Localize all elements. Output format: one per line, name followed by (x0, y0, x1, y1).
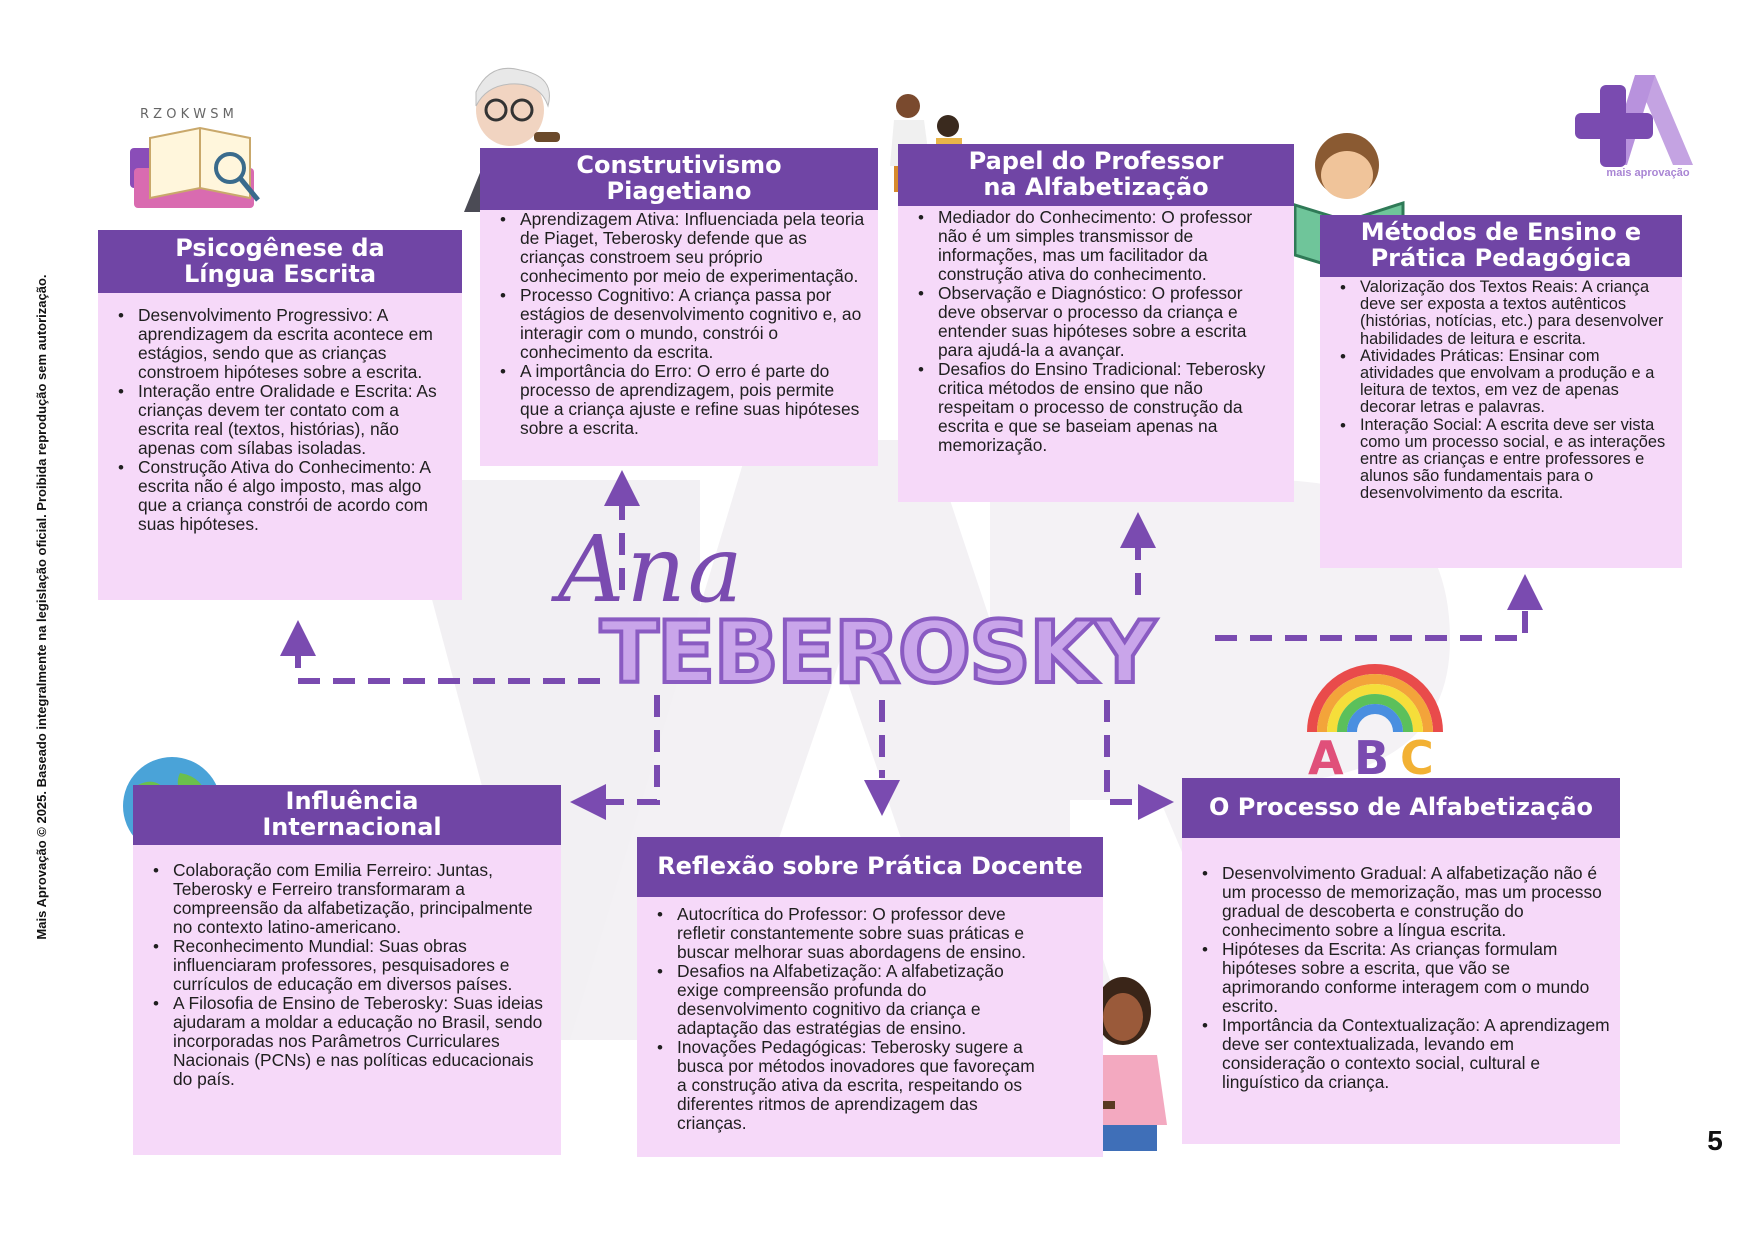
card-header (98, 230, 462, 293)
card-title-line: Prática Pedagógica (1370, 244, 1632, 272)
card-header (1182, 778, 1620, 838)
list-item: • Importância da Contextualização: A aprendizagem deve ser contextualizada, levando em consideração o contexto social, cultural e linguístico da criança. (1198, 1016, 1610, 1092)
card-header (480, 148, 878, 210)
list-item: • Mediador do Conhecimento: O professor não é um simples transmissor de informações, mas um facilitador da construção ativa do conhecimento. (914, 208, 1284, 284)
card-influencia (133, 785, 561, 1155)
card-list (496, 210, 868, 438)
card-processo (1182, 778, 1620, 1144)
card-title-line: Construtivismo (576, 151, 782, 180)
card-header (898, 144, 1294, 206)
list-item: • Construção Ativa do Conhecimento: A escrita não é algo imposto, mas algo que a criança constrói de acordo com suas hipóteses. (114, 458, 452, 534)
card-metodos (1320, 215, 1682, 568)
list-item: • Observação e Diagnóstico: O professor deve observar o processo da criança e entender suas hipóteses sobre a escrita para ajudá-la a avançar. (914, 284, 1284, 360)
list-item: • Processo Cognitivo: A criança passa por estágios de desenvolvimento cognitivo e, ao interagir com o mundo, constrói o conhecimento da escrita. (496, 286, 868, 362)
card-list (149, 861, 551, 1089)
card-title-line: na Alfabetização (983, 173, 1209, 201)
list-item: • Desafios na Alfabetização: A alfabetização exige compreensão profunda do desenvolvimento cognitivo da criança e adaptação das estratégias de ensino. (653, 962, 1037, 1038)
rainbow-abc-icon (1302, 652, 1448, 778)
svg-text:R Z O K W S M: R Z O K W S M (140, 107, 234, 122)
card-list (914, 208, 1284, 455)
copyright-note: Mais Aprovação © 2025. Baseado integralmente na legislação oficial. Proibida reprodução sem autorização. (34, 274, 49, 940)
title-script: Ana (558, 516, 745, 623)
card-title-line: Papel do Professor (968, 147, 1224, 176)
card-list (653, 905, 1037, 1133)
title-main: TEBEROSKY (600, 603, 1154, 703)
list-item: • Desafios do Ensino Tradicional: Teberosky critica métodos de ensino que não respeitam o processo de construção da escrita e que se baseiam apenas na memorização. (914, 360, 1284, 455)
card-title-line: Língua Escrita (183, 259, 377, 288)
list-item: • Valorização dos Textos Reais: A criança deve ser exposta a textos autênticos (histórias, notícias, etc.) para desenvolver habilidades de leitura e escrita. (1336, 279, 1672, 348)
list-item: • Hipóteses da Escrita: As crianças formulam hipóteses sobre a escrita, que vão se aprimorando conforme interagem com o mundo escrito. (1198, 940, 1610, 1016)
books-letters-icon (120, 88, 280, 230)
list-item: • Interação entre Oralidade e Escrita: As crianças devem ter contato com a escrita real (textos, histórias), não apenas com sílabas isoladas. (114, 382, 452, 458)
card-title-line: Piagetiano (606, 177, 752, 205)
card-list (114, 306, 452, 534)
list-item: • Desenvolvimento Progressivo: A aprendizagem da escrita acontece em estágios, sendo que as crianças constroem hipóteses sobre a escrita. (114, 306, 452, 382)
card-title-line: Influência (285, 787, 419, 816)
svg-text:B: B (1354, 731, 1390, 778)
logo-label: mais aprovação (1606, 167, 1690, 179)
list-item: • Autocrítica do Professor: O professor deve refletir constantemente sobre suas práticas e buscar melhorar suas abordagens de ensino. (653, 905, 1037, 962)
card-list (1336, 279, 1672, 503)
card-header (1320, 215, 1682, 277)
svg-text:C: C (1400, 731, 1434, 778)
list-item: • Aprendizagem Ativa: Influenciada pela teoria de Piaget, Teberosky defende que as crianças constroem seu próprio conhecimento por meio de experimentação. (496, 210, 868, 286)
svg-text:A: A (1308, 731, 1344, 778)
card-header (637, 837, 1103, 897)
list-item: • Reconhecimento Mundial: Suas obras influenciaram professores, pesquisadores e currículos de educação em diversos países. (149, 937, 551, 994)
card-papel-professor (898, 144, 1294, 502)
card-title-line: O Processo de Alfabetização (1208, 793, 1594, 822)
card-title-line: Internacional (262, 813, 442, 841)
list-item: • Atividades Práticas: Ensinar com atividades que envolvam a produção e a leitura de textos, em vez de apenas decorar letras e palavras. (1336, 348, 1672, 417)
card-title-line: Reflexão sobre Prática Docente (657, 852, 1083, 881)
card-title-line: Métodos de Ensino e (1360, 218, 1642, 247)
page-number: 5 (1707, 1125, 1723, 1156)
card-psicogenese (98, 230, 462, 600)
list-item: • Desenvolvimento Gradual: A alfabetização não é um processo de memorização, mas um processo gradual de descoberta e construção do conhecimento sobre a língua escrita. (1198, 864, 1610, 940)
card-title-line: Psicogênese da (175, 233, 385, 262)
list-item: • A Filosofia de Ensino de Teberosky: Suas ideias ajudaram a moldar a educação no Brasil, sendo incorporadas nos Parâmetros Curriculares Nacionais (PCNs) e nas políticas educacionais do país. (149, 994, 551, 1089)
list-item: • Colaboração com Emilia Ferreiro: Juntas, Teberosky e Ferreiro transformaram a compreensão da alfabetização, principalmente no contexto latino-americano. (149, 861, 551, 937)
card-construtivismo (480, 148, 878, 466)
list-item: • Interação Social: A escrita deve ser vista como um processo social, e as interações entre as crianças e entre professores e alunos são fundamentais para o desenvolvimento da escrita. (1336, 417, 1672, 503)
card-header (133, 785, 561, 845)
card-reflexao (637, 837, 1103, 1157)
list-item: • Inovações Pedagógicas: Teberosky sugere a busca por métodos inovadores que favoreçam a construção ativa da escrita, respeitando os diferentes ritmos de aprendizagem das crianças. (653, 1038, 1037, 1133)
card-list (1198, 864, 1610, 1092)
list-item: • A importância do Erro: O erro é parte do processo de aprendizagem, pois permite que a criança ajuste e refine suas hipóteses sobre a escrita. (496, 362, 868, 438)
